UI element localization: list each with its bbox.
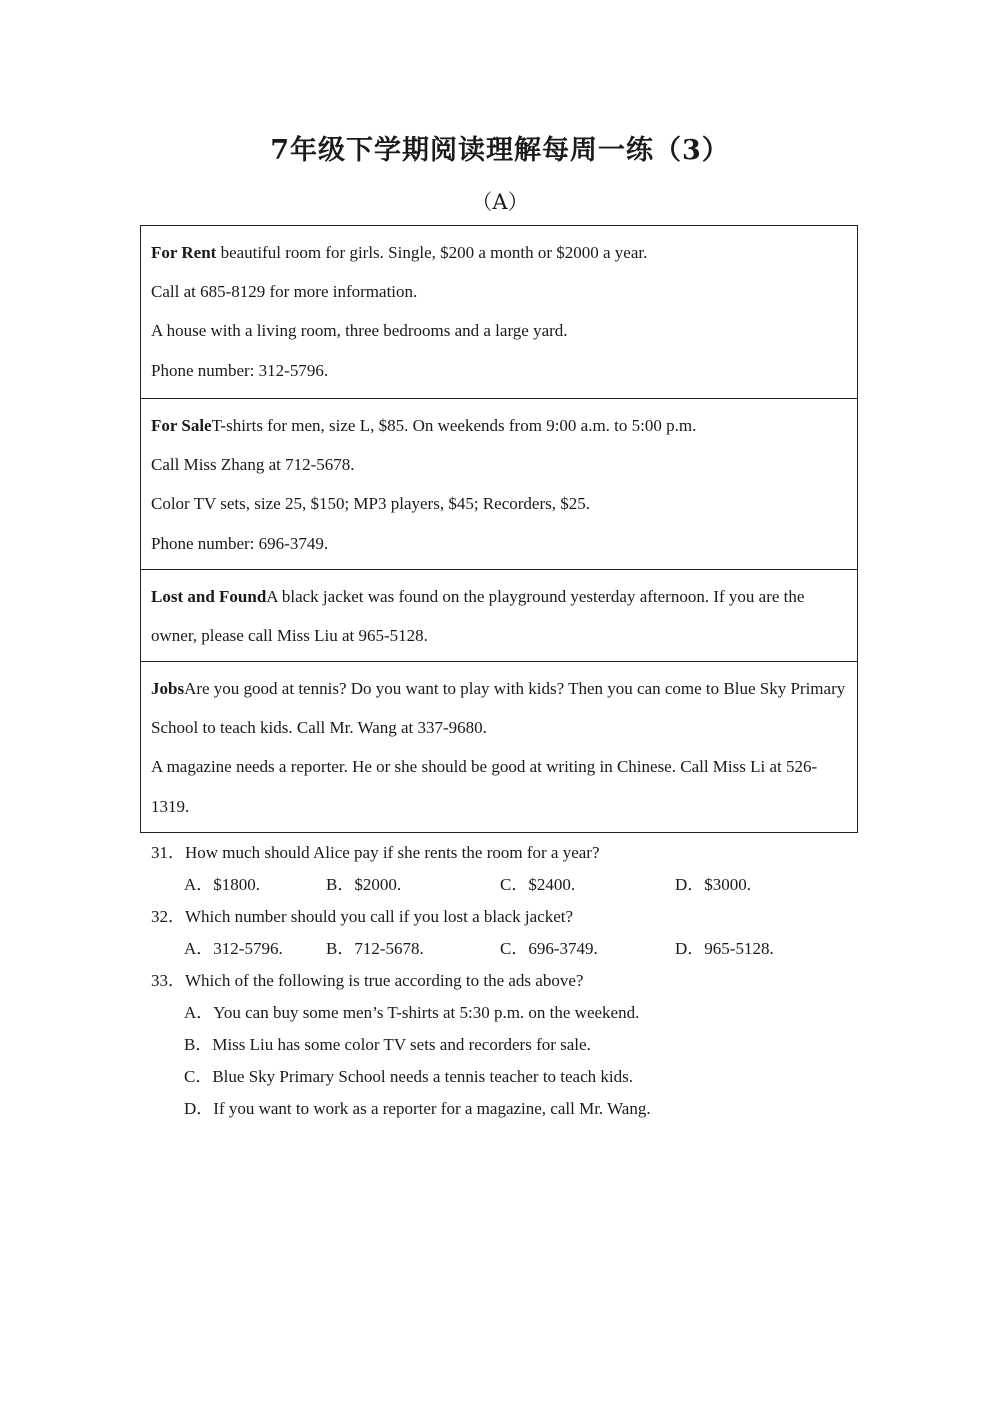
question-32: 32．Which number should you call if you lost a black jacket? bbox=[151, 907, 574, 926]
ad-line: A house with a living room, three bedrooms and a large yard. bbox=[151, 321, 568, 341]
option-33-d: D．If you want to work as a reporter for a magazine, call Mr. Wang. bbox=[184, 1099, 651, 1118]
ad-line: Call at 685-8129 for more information. bbox=[151, 282, 418, 302]
ad-label: For Rent bbox=[151, 243, 217, 262]
ad-jobs bbox=[141, 661, 857, 832]
option-31-a: A．$1800. bbox=[184, 875, 261, 894]
ad-line: Phone number: 312-5796. bbox=[151, 360, 329, 380]
option-32-d: D．965-5128. bbox=[675, 939, 774, 958]
ad-paragraph: A magazine needs a reporter. He or she should be good at writing in Chinese. Call Miss Li at 526-1319. bbox=[151, 757, 818, 816]
ad-lost-and-found bbox=[141, 569, 857, 661]
section-label: （A） bbox=[471, 190, 529, 214]
question-31: 31．How much should Alice pay if she rents the room for a year? bbox=[151, 843, 600, 862]
ad-line: Call Miss Zhang at 712-5678. bbox=[151, 455, 355, 475]
ad-paragraph bbox=[151, 577, 847, 655]
ad-label: Lost and Found bbox=[151, 587, 267, 606]
ad-line: Color TV sets, size 25, $150; MP3 players, $45; Recorders, $25. bbox=[151, 494, 590, 514]
ad-for-rent bbox=[141, 226, 857, 398]
option-32-a: A．312-5796. bbox=[184, 939, 283, 958]
ads-table bbox=[140, 225, 858, 833]
ad-label: Jobs bbox=[151, 679, 185, 698]
question-33: 33．Which of the following is true according to the ads above? bbox=[151, 971, 584, 990]
ad-label: For Sale bbox=[151, 416, 212, 435]
option-31-c: C．$2400. bbox=[500, 875, 576, 894]
ad-text: beautiful room for girls. Single, $200 a month or $2000 a year. bbox=[216, 243, 648, 262]
option-31-d: D．$3000. bbox=[675, 875, 752, 894]
option-33-c: C．Blue Sky Primary School needs a tennis teacher to teach kids. bbox=[184, 1067, 633, 1086]
option-33-b: B．Miss Liu has some color TV sets and recorders for sale. bbox=[184, 1035, 591, 1054]
ad-line bbox=[151, 406, 847, 445]
page-title: 7年级下学期阅读理解每周一练（3） bbox=[270, 135, 730, 166]
option-32-c: C．696-3749. bbox=[500, 939, 598, 958]
ad-text: A black jacket was found on the playground yesterday afternoon. If you are the owner, please call Miss Liu at 965-5128. bbox=[151, 587, 805, 646]
ad-line bbox=[151, 233, 847, 272]
ad-text: T-shirts for men, size L, $85. On weekends from 9:00 a.m. to 5:00 p.m. bbox=[211, 416, 697, 435]
option-31-b: B．$2000. bbox=[326, 875, 402, 894]
option-32-b: B．712-5678. bbox=[326, 939, 424, 958]
ad-text: Are you good at tennis? Do you want to play with kids? Then you can come to Blue Sky Primary School to teach kids. Call Mr. Wang at 337-9680. bbox=[151, 679, 846, 738]
ad-for-sale bbox=[141, 398, 857, 569]
ad-paragraph bbox=[151, 669, 847, 747]
option-33-a: A．You can buy some men’s T-shirts at 5:30 p.m. on the weekend. bbox=[184, 1003, 640, 1022]
ad-line: Phone number: 696-3749. bbox=[151, 533, 329, 553]
